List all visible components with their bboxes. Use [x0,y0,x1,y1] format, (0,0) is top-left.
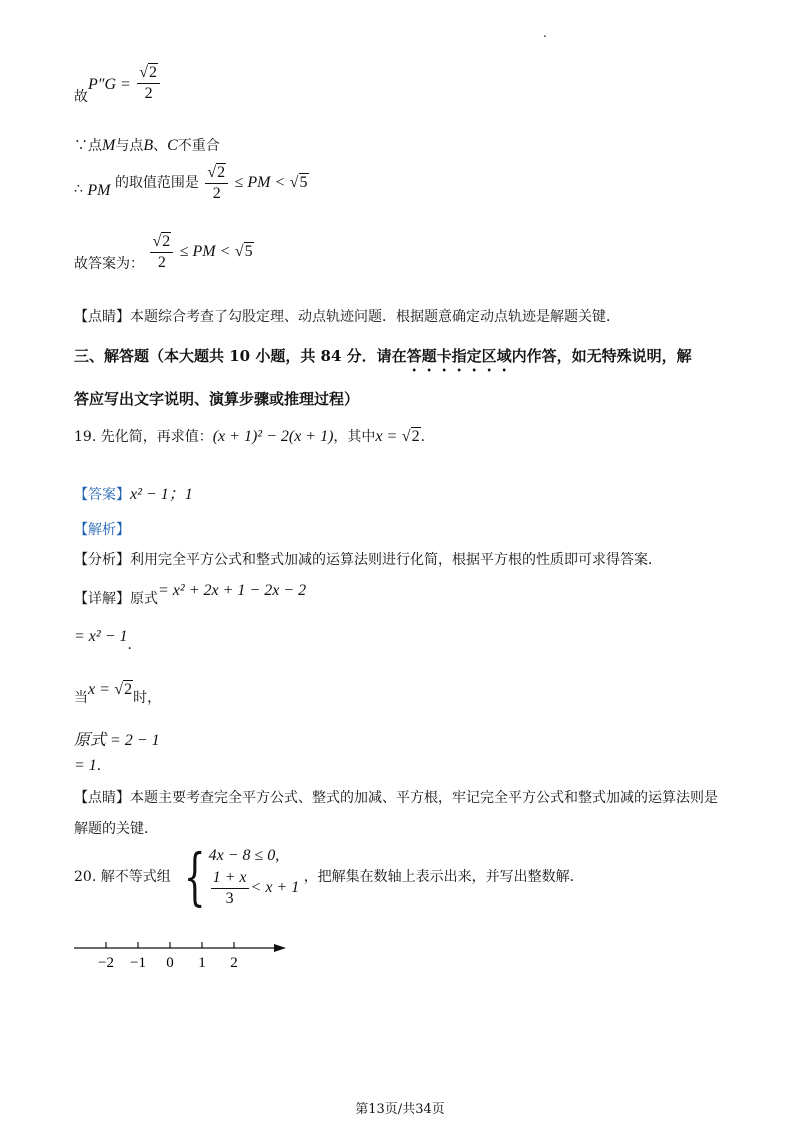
q19-fenxi: 【分析】利用完全平方公式和整式加减的运算法则进行化简，根据平方根的性质即可求得答案． [74,552,662,568]
q19-answer: 【答案】x² − 1；1 [74,486,193,503]
fraction-sqrt2-over-2: $\frac{√2}{2}$ [205,164,228,202]
q19-step2: = x² − 1． [74,628,142,653]
section-heading: 三、解答题（本大题共 10 小题，共 84 分．请在答题卡指定区域内作答，如无特殊说明，解 [74,347,692,365]
number-line [70,940,310,980]
header-dot: . [543,26,547,40]
inequality-system: { 4x − 8 ≤ 0, $\frac{1 + x}{3}$ < x + 1 [184,840,300,913]
q19-result-final: = 1． [74,757,111,774]
fraction-sqrt2-over-2: $\frac{√2}{2}$ [137,64,160,102]
line-because: ∵点M与点B、C不重合 [74,137,220,154]
q19-detail: 【详解】原式= x² + 2x + 1 − 2x − 2 [74,582,307,607]
expr-pg: P″G = [88,76,131,94]
comment-dianjing-1: 【点睛】本题综合考查了勾股定理、动点轨迹问题．根据题意确定动点轨迹是解题关键． [74,309,620,325]
line-pg [74,64,162,106]
q19-comment: 【点睛】本题主要考查完全平方公式、整式的加减、平方根，牢记完全平方公式和整式加减的运算法则是 [74,790,718,806]
q19-when: 当x = √2时， [74,681,162,706]
text-gu: 故 [74,89,88,106]
q19-analysis-tag: 【解析】 [74,522,130,538]
page-number: 第13页/共34页 [355,1102,445,1117]
number-line-label: 0 [166,955,174,971]
q19-result: 原式 = 2 − 1 [74,732,160,749]
number-line-label: 2 [230,955,238,971]
number-line-label: −1 [130,955,146,971]
sqrt-5: √5 [289,174,308,192]
q19-comment-line2: 解题的关键． [74,821,158,837]
number-line-label: 1 [198,955,206,971]
number-line-label: −2 [98,955,114,971]
fraction-sqrt2-over-2: $\frac{√2}{2}$ [150,233,173,271]
line-therefore: ∴ PM 的取值范围是 $\frac{√2}{2}$ ≤ PM < √5 [74,164,308,202]
section-heading-line2: 答应写出文字说明、演算步骤或推理过程） [74,390,360,408]
sqrt-5: √5 [234,243,253,261]
q19-stem: 19. 先化简，再求值：(x + 1)² − 2(x + 1)，其中x = √2． [74,428,435,445]
q20-stem: 20. 解不等式组 { 4x − 8 ≤ 0, $\frac{1 + x}{3}$ < x + 1 ，把解集在数轴上表示出来，并写出整数解． [74,840,584,913]
line-answer-pm: 故答案为： $\frac{√2}{2}$ ≤ PM < √5 [74,233,253,273]
